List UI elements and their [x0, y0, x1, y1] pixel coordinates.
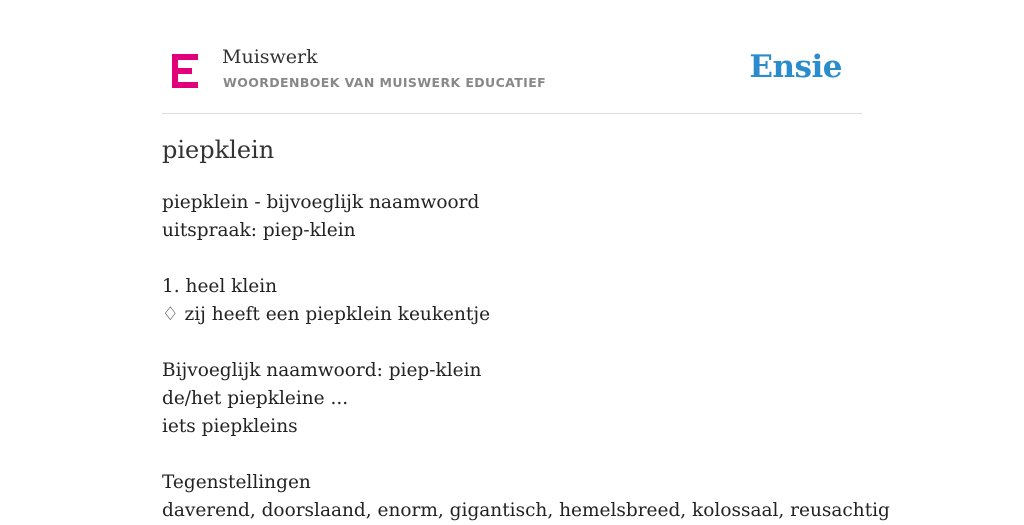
site-header: [162, 0, 862, 114]
brand-subtitle: WOORDENBOEK VAN MUISWERK EDUCATIEF: [223, 75, 547, 90]
definition-body: [162, 189, 890, 525]
adjective-form: de/het piepkleine ...: [162, 388, 349, 409]
spacer: [162, 329, 862, 357]
page-title: piepklein: [162, 136, 275, 164]
spacer: [162, 441, 862, 469]
meaning: 1. heel klein: [162, 276, 278, 297]
antonyms-heading: Tegenstellingen: [162, 472, 311, 493]
ensie-logo-link[interactable]: Ensie: [749, 49, 842, 85]
antonyms-list: daverend, doorslaand, enorm, gigantisch, hemelsbreed, kolossaal, reusachtig: [162, 500, 890, 521]
adjective-forms-heading: Bijvoeglijk naamwoord: piep-klein: [162, 360, 482, 381]
brand-name[interactable]: Muiswerk: [222, 46, 318, 68]
example-sentence: ♢ zij heeft een piepklein keukentje: [162, 304, 491, 325]
page: [162, 0, 890, 521]
spacer: [162, 245, 862, 273]
definition-header: piepklein - bijvoeglijk naamwoord: [162, 192, 480, 213]
muiswerk-logo-icon[interactable]: [172, 54, 200, 88]
pronunciation: uitspraak: piep-klein: [162, 220, 356, 241]
adjective-form: iets piepkleins: [162, 416, 298, 437]
